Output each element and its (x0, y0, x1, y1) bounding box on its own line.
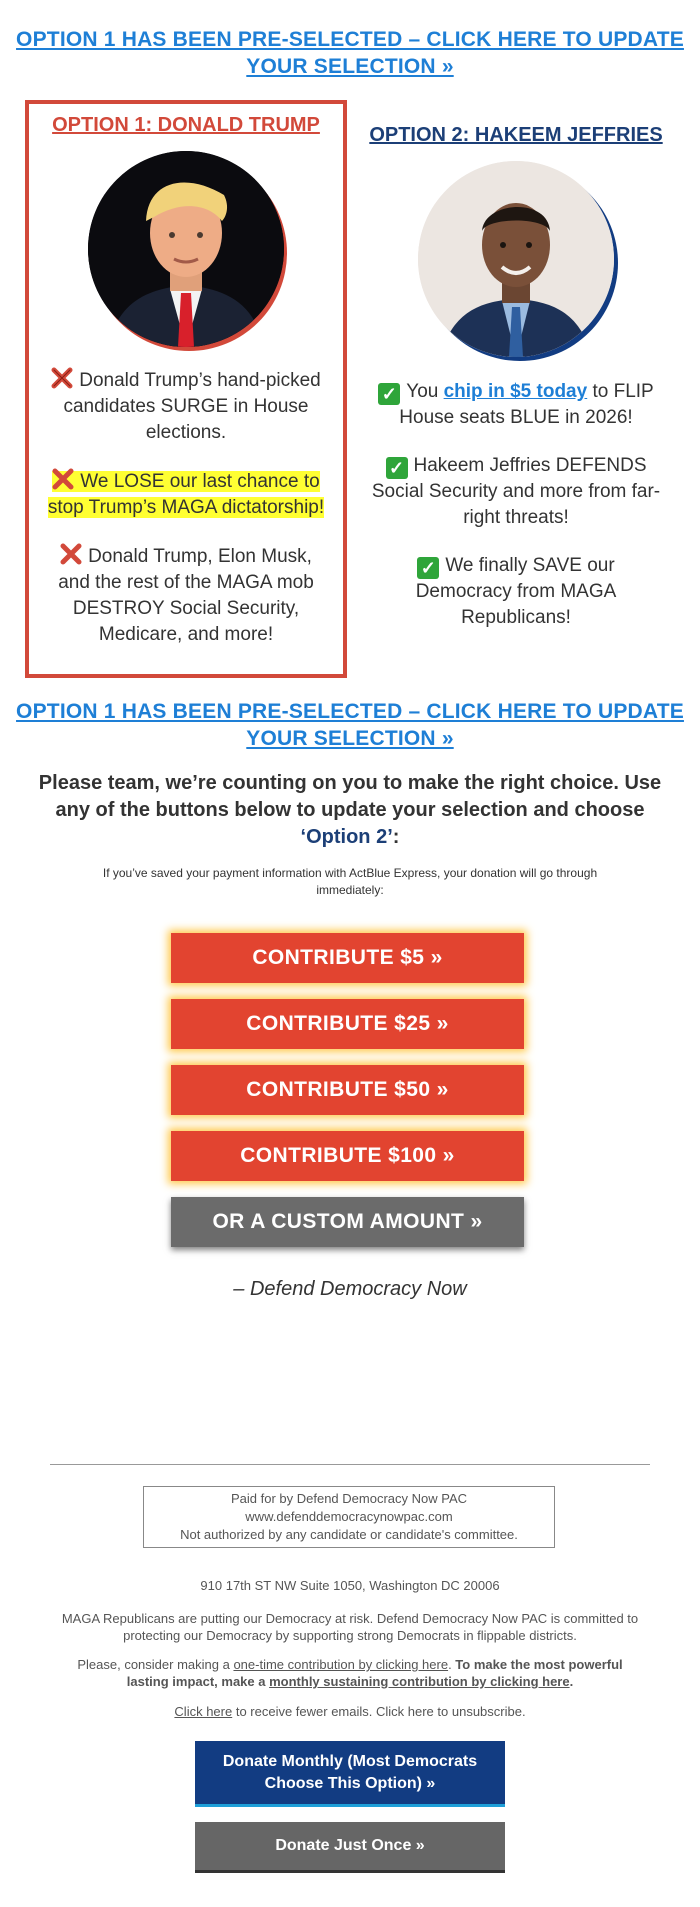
chip-in-link[interactable]: chip in $5 today (443, 381, 588, 402)
option1-point-2-text: We LOSE our last chance to stop Trump’s MAGA dictatorship! (47, 471, 325, 518)
donate-once-button[interactable]: Donate Just Once » (195, 1822, 505, 1873)
contribute-5-button[interactable]: CONTRIBUTE $5 » (171, 933, 524, 983)
option1-title[interactable]: OPTION 1: DONALD TRUMP (52, 114, 320, 136)
unsubscribe-text[interactable]: to receive fewer emails. Click here to unsubscribe. (232, 1704, 526, 1719)
option2-title[interactable]: OPTION 2: HAKEEM JEFFRIES (369, 124, 663, 146)
not-authorized-text: Not authorized by any candidate or candidate's committee. (180, 1527, 518, 1542)
option2-point-1 (370, 379, 662, 431)
footer-divider (50, 1464, 650, 1465)
fewer-emails-link[interactable]: Click here (174, 1704, 233, 1719)
option1-point-2 (43, 468, 329, 521)
plea-body: Please team, we’re counting on you to make the right choice. Use any of the buttons below to update your selection and choose (38, 772, 662, 821)
check-mark-icon: ✓ (378, 383, 400, 405)
option2-point-3-text: We finally SAVE our Democracy from MAGA Republicans! (415, 555, 617, 628)
update-selection-link-mid[interactable]: OPTION 1 HAS BEEN PRE-SELECTED – CLICK HERE TO UPDATE YOUR SELECTION » (16, 700, 684, 750)
one-time-link[interactable]: one-time contribution by clicking here (233, 1657, 449, 1672)
option2-point-3 (370, 553, 662, 631)
trump-photo (88, 151, 284, 347)
contribute-50-button[interactable]: CONTRIBUTE $50 » (171, 1065, 524, 1115)
update-selection-link-top[interactable]: OPTION 1 HAS BEEN PRE-SELECTED – CLICK HERE TO UPDATE YOUR SELECTION » (16, 28, 684, 78)
sustaining-link[interactable]: monthly sustaining contribution by clicking here (269, 1674, 570, 1689)
check-mark-icon: ✓ (386, 457, 408, 479)
option2-point-1-pre: You (406, 381, 444, 402)
website-text: www.defenddemocracynowpac.com (245, 1509, 453, 1524)
x-mark-icon (52, 468, 74, 490)
consider-text (60, 1656, 640, 1690)
plea-text (0, 770, 700, 851)
mission-text: MAGA Republicans are putting our Democracy at risk. Defend Democracy Now PAC is committed to protecting our Democracy by supporting strong Democrats in flippable districts. (61, 1611, 639, 1643)
highlighted-point (48, 471, 324, 518)
contribute-25-button[interactable]: CONTRIBUTE $25 » (171, 999, 524, 1049)
option2-reference: ‘Option 2’ (300, 826, 393, 848)
fewer-emails-text (60, 1703, 640, 1720)
option1-point-1-text: Donald Trump’s hand-picked candidates SURGE in House elections. (63, 370, 321, 443)
option2-point-1-post: to FLIP House seats BLUE in 2026! (399, 381, 654, 428)
plea-tail: : (392, 826, 400, 848)
option2-card[interactable] (356, 100, 676, 678)
consider-mid: . (448, 1657, 456, 1672)
check-mark-icon: ✓ (417, 557, 439, 579)
option1-points (29, 367, 343, 648)
option1-point-3 (43, 543, 329, 648)
consider-bold: To make the most powerful lasting impact, make a (126, 1657, 623, 1689)
jeffries-photo (418, 161, 614, 357)
actblue-express-note: If you’ve saved your payment information with ActBlue Express, your donation will go through immediately: (102, 866, 598, 897)
x-mark-icon (51, 367, 73, 389)
consider-bold-end: . (569, 1674, 574, 1689)
paid-by-text: Paid for by Defend Democracy Now PAC (230, 1491, 468, 1506)
address-text: 910 17th ST NW Suite 1050, Washington DC 20006 (200, 1578, 500, 1593)
x-mark-icon (60, 543, 82, 565)
option1-point-3-text: Donald Trump, Elon Musk, and the rest of the MAGA mob DESTROY Social Security, Medicare, and more! (58, 546, 314, 645)
contribute-100-button[interactable]: CONTRIBUTE $100 » (171, 1131, 524, 1181)
signature: – Defend Democracy Now (233, 1278, 467, 1300)
option1-card[interactable] (25, 100, 347, 678)
option2-points (356, 379, 676, 631)
paid-for-box (143, 1486, 555, 1548)
consider-pre: Please, consider making a (77, 1657, 234, 1672)
option1-point-1 (43, 367, 329, 446)
option2-point-2 (370, 453, 662, 531)
option2-point-2-text: Hakeem Jeffries DEFENDS Social Security and more from far-right threats! (371, 455, 661, 528)
donate-monthly-button[interactable]: Donate Monthly (Most Democrats Choose This Option) » (195, 1741, 505, 1807)
custom-amount-button[interactable]: OR A CUSTOM AMOUNT » (171, 1197, 524, 1247)
